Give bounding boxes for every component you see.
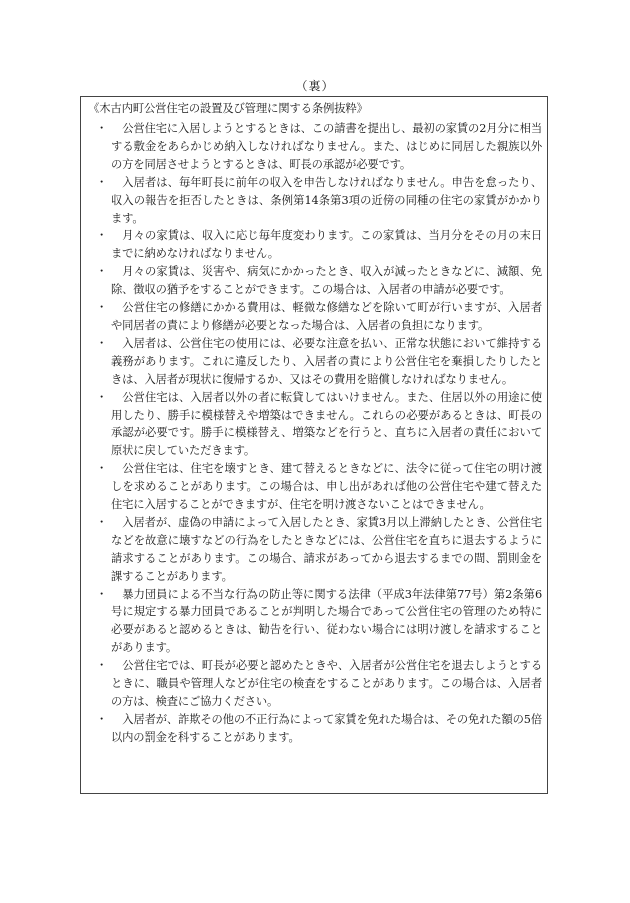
bullet-marker: ・ — [96, 122, 108, 135]
page-heading: （裏） — [295, 79, 335, 93]
clause-item — [96, 227, 542, 263]
clause-text: 入居者は、毎年町長に前年の収入を申告しなければなりません。申告を怠ったり、収入の報告を拒否したときは、条例第14条第3項の近傍の同種の住宅の家賃がかかります。 — [111, 175, 542, 225]
clause-text: 暴力団員による不当な行為の防止等に関する法律（平成3年法律第77号）第2条第6号に規定する暴力団員であることが判明した場合であって公営住宅の管理のため特に必要があると認めるときは、勧告を行い、従わない場合には明け渡しを請求することがあります。 — [111, 587, 542, 655]
clause-text: 入居者が、詐欺その他の不正行為によって家賃を免れた場合は、その免れた額の5倍以内の罰金を科することがあります。 — [111, 712, 542, 744]
bullet-marker: ・ — [96, 390, 108, 404]
bullet-marker: ・ — [96, 229, 108, 243]
bullet-marker: ・ — [96, 515, 108, 529]
bullet-marker: ・ — [96, 587, 108, 601]
bullet-marker: ・ — [96, 265, 108, 279]
bullet-marker: ・ — [96, 301, 108, 315]
clause-text: 公営住宅の修繕にかかる費用は、軽微な修繕などを除いて町が行いますが、入居者や同居者の責により修繕が必要となった場合は、入居者の負担になります。 — [111, 301, 542, 332]
clause-text: 入居者が、虚偽の申請によって入居したとき、家賃3月以上滞納したとき、公営住宅などを故意に壊すなどの行為をしたときなどには、公営住宅を直ちに退去するように請求することがあります。この場合、請求があってから退去するまでの間、罰則金を課することがあります。 — [111, 515, 542, 583]
clause-item — [96, 299, 542, 335]
clause-text: 公営住宅は、住宅を壊すとき、建て替えるときなどに、法令に従って住宅の明け渡しを求めることがあります。この場合は、申し出があれば他の公営住宅や建て替えた住宅に入居することができますが、住宅を明け渡さないことはできません。 — [111, 462, 542, 512]
clause-item — [96, 335, 542, 389]
bullet-marker: ・ — [96, 659, 108, 673]
clause-item — [96, 174, 542, 228]
clause-item — [96, 389, 542, 461]
clause-list — [96, 120, 542, 747]
clause-text: 公営住宅に入居しようとするときは、この請書を提出し、最初の家賃の2月分に相当する敷金をあらかじめ納入しなければなりません。また、はじめに同居した親族以外の方を同居させようとするときは、町長の承認が必要です。 — [111, 122, 542, 171]
clause-text: 月々の家賃は、収入に応じ毎年度変わります。この家賃は、当月分をその月の末日までに納めなければなりません。 — [111, 229, 542, 261]
clause-item — [96, 657, 542, 711]
bullet-marker: ・ — [96, 175, 108, 189]
clause-text: 公営住宅では、町長が必要と認めたときや、入居者が公営住宅を退去しようとするときに、職員や管理人などが住宅の検査をすることがあります。この場合は、入居者の方は、検査にご協力ください。 — [111, 659, 542, 708]
bullet-marker: ・ — [96, 462, 108, 476]
clause-item — [96, 711, 542, 747]
clause-item — [96, 120, 542, 174]
clause-text: 公営住宅は、入居者以外の者に転貸してはいけません。また、住居以外の用途に使用したり、勝手に模様替えや増築はできません。これらの必要があるときは、町長の承認が必要です。勝手に模様替え、増築などを行うと、直ちに入居者の責任において原状に戻していただきます。 — [111, 390, 542, 458]
clause-item — [96, 586, 542, 658]
clause-text: 入居者は、公営住宅の使用には、必要な注意を払い、正常な状態において維持する義務があります。これに違反したり、入居者の責により公営住宅を棄損したりしたときは、入居者が現状に復帰するか、又はその費用を賠償しなければなりません。 — [111, 336, 542, 386]
clause-item — [96, 263, 542, 299]
clause-item — [96, 514, 542, 586]
bullet-marker: ・ — [96, 336, 108, 350]
bullet-marker: ・ — [96, 712, 108, 726]
clause-text: 月々の家賃は、災害や、病気にかかったとき、収入が減ったときなどに、減額、免除、徴収の猶予をすることができます。この場合は、入居者の申請が必要です。 — [111, 265, 542, 297]
document-title: 《木古内町公営住宅の設置及び管理に関する条例抜粋》 — [88, 101, 368, 115]
clause-item — [96, 460, 542, 514]
